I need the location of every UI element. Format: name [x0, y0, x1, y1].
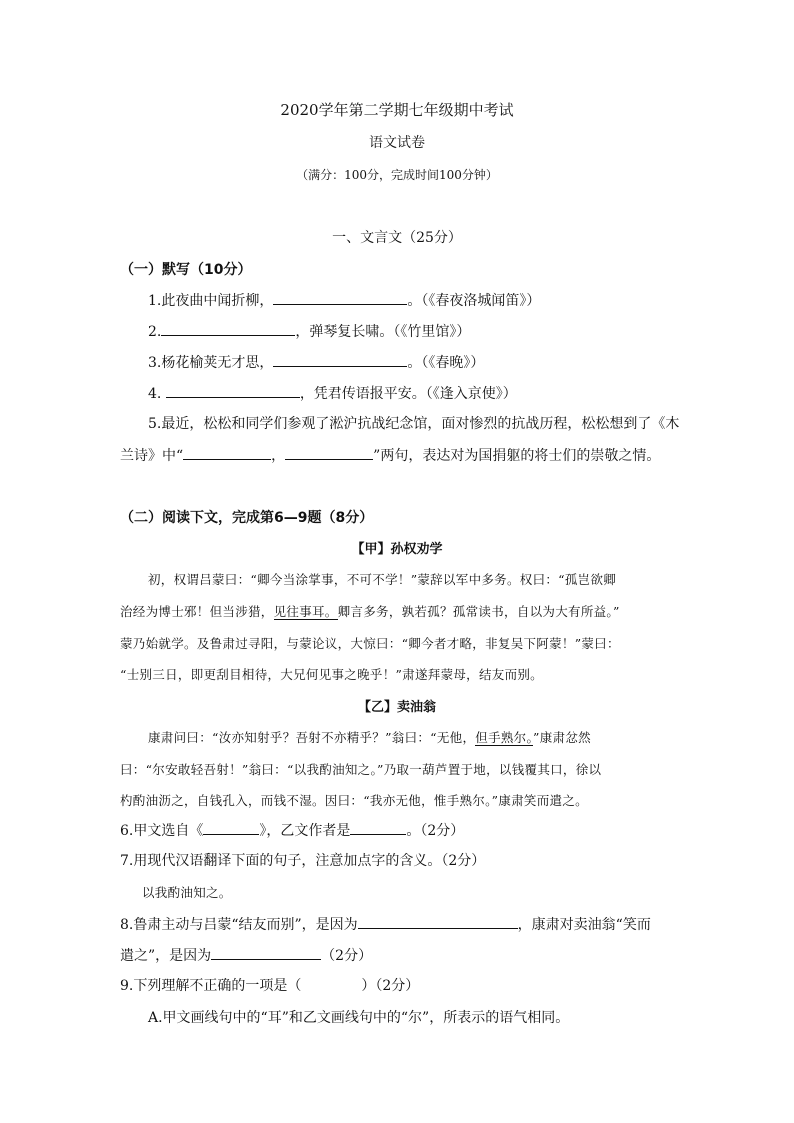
question-2 [148, 321, 470, 342]
answer-blank[interactable] [161, 321, 295, 336]
passage-yi-line1-post: ”康肃忿然 [533, 730, 591, 745]
question-6-b: 》，乙文作者是 [259, 823, 351, 839]
question-3-pre: 3.杨花榆荚无才思， [148, 355, 274, 371]
question-8-b: ，康肃对卖油翁“笑而 [517, 917, 651, 933]
sub2-heading: （二）阅读下文，完成第6—9题（8分） [120, 510, 374, 526]
question-5-post: ”两句，表达对为国捐躯的将士们的崇敬之情。 [373, 448, 661, 464]
question-3-post: 。（《春晚》） [407, 355, 485, 371]
underlined-phrase: 但手熟尔。 [475, 730, 534, 745]
answer-blank[interactable] [166, 383, 300, 398]
passage-yi-line1 [148, 728, 591, 748]
passage-jia-line2 [120, 602, 620, 622]
question-9-option-a: A.甲文画线句中的“耳”和乙文画线句中的“尔”，所表示的语气相同。 [148, 1010, 570, 1026]
exam-note: （满分：100分，完成时间100分钟） [296, 168, 498, 182]
question-8-d: （2分） [321, 948, 373, 964]
answer-blank[interactable] [285, 445, 373, 460]
question-1-pre: 1.此夜曲中闻折柳， [148, 293, 274, 309]
question-8-line1 [120, 914, 651, 935]
question-1 [148, 290, 540, 311]
question-2-pre: 2. [148, 324, 162, 340]
question-5-mid: ， [271, 448, 286, 464]
passage-yi-line3: 杓酌油沥之，自钱孔入，而钱不湿。因曰：“我亦无他，惟手熟尔。”康肃笑而遣之。 [120, 793, 588, 808]
question-7-sentence: 以我酌油知之。 [142, 885, 232, 900]
passage-jia-line3: 蒙乃始就学。及鲁肃过寻阳，与蒙论议，大惊曰：“卿今者才略，非复吴下阿蒙！”蒙曰： [120, 636, 620, 651]
question-6 [120, 820, 464, 841]
question-9 [120, 976, 419, 996]
passage-yi-title: 【乙】卖油翁 [357, 700, 436, 715]
passage-yi-line2: 曰：“尔安敢轻吾射！”翁曰：“以我酌油知之。”乃取一葫芦置于地，以钱覆其口，徐以 [120, 762, 602, 777]
question-1-post: 。（《春夜洛城闻笛》） [407, 293, 541, 309]
question-4-pre: 4. [148, 386, 166, 402]
answer-blank[interactable] [358, 914, 518, 929]
question-4 [148, 383, 517, 404]
question-9-b: ）（2分） [361, 978, 420, 994]
exam-subject: 语文试卷 [369, 135, 425, 151]
question-7: 7.用现代汉语翻译下面的句子，注意加点字的含义。（2分） [120, 853, 486, 869]
answer-blank[interactable] [211, 945, 321, 960]
sub1-heading: （一）默写（10分） [120, 262, 252, 278]
passage-jia-title: 【甲】孙权劝学 [351, 542, 443, 557]
question-8-c: 遣之”，是因为 [120, 948, 212, 964]
passage-jia-line2-pre: 治经为博士邪！但当涉猎， [120, 604, 274, 619]
exam-title: 2020学年第二学期七年级期中考试 [280, 101, 514, 119]
question-3 [148, 352, 484, 373]
passage-jia-line1: 初，权谓吕蒙曰：“卿今当涂掌事，不可不学！”蒙辞以军中多务。权曰：“孤岂欲卿 [148, 572, 617, 587]
question-6-a: 6.甲文选自《 [120, 823, 204, 839]
answer-blank[interactable] [273, 352, 407, 367]
question-5-line1: 5.最近，松松和同学们参观了淞沪抗战纪念馆，面对惨烈的抗战历程，松松想到了《木 [148, 416, 680, 432]
passage-yi-line1-pre: 康肃问曰：“汝亦知射乎？吾射不亦精乎？”翁曰：“无他， [148, 730, 476, 745]
passage-jia-line2-post: 卿言多务，孰若孤？孤常读书，自以为大有所益。” [337, 604, 620, 619]
underlined-phrase: 见往事耳。 [273, 604, 338, 619]
question-8-a: 8.鲁肃主动与吕蒙“结友而别”，是因为 [120, 917, 358, 933]
question-2-post: ，弹琴复长啸。（《竹里馆》） [295, 324, 471, 340]
question-5-line2 [120, 445, 660, 466]
question-9-a: 9.下列理解不正确的一项是（ [120, 978, 302, 994]
answer-blank[interactable] [183, 445, 271, 460]
answer-blank[interactable] [203, 820, 259, 835]
question-5-pre: 兰诗》中“ [120, 448, 184, 464]
part1-heading: 一、文言文（25分） [332, 230, 462, 246]
answer-blank[interactable] [350, 820, 406, 835]
question-4-post: ，凭君传语报平安。（《逢入京使》） [299, 386, 517, 402]
passage-jia-line4: “士别三日，即更刮目相待，大兄何见事之晚乎！”肃遂拜蒙母，结友而别。 [120, 667, 543, 682]
question-8-line2 [120, 945, 372, 966]
answer-blank[interactable] [273, 290, 407, 305]
question-6-c: 。（2分） [406, 823, 465, 839]
